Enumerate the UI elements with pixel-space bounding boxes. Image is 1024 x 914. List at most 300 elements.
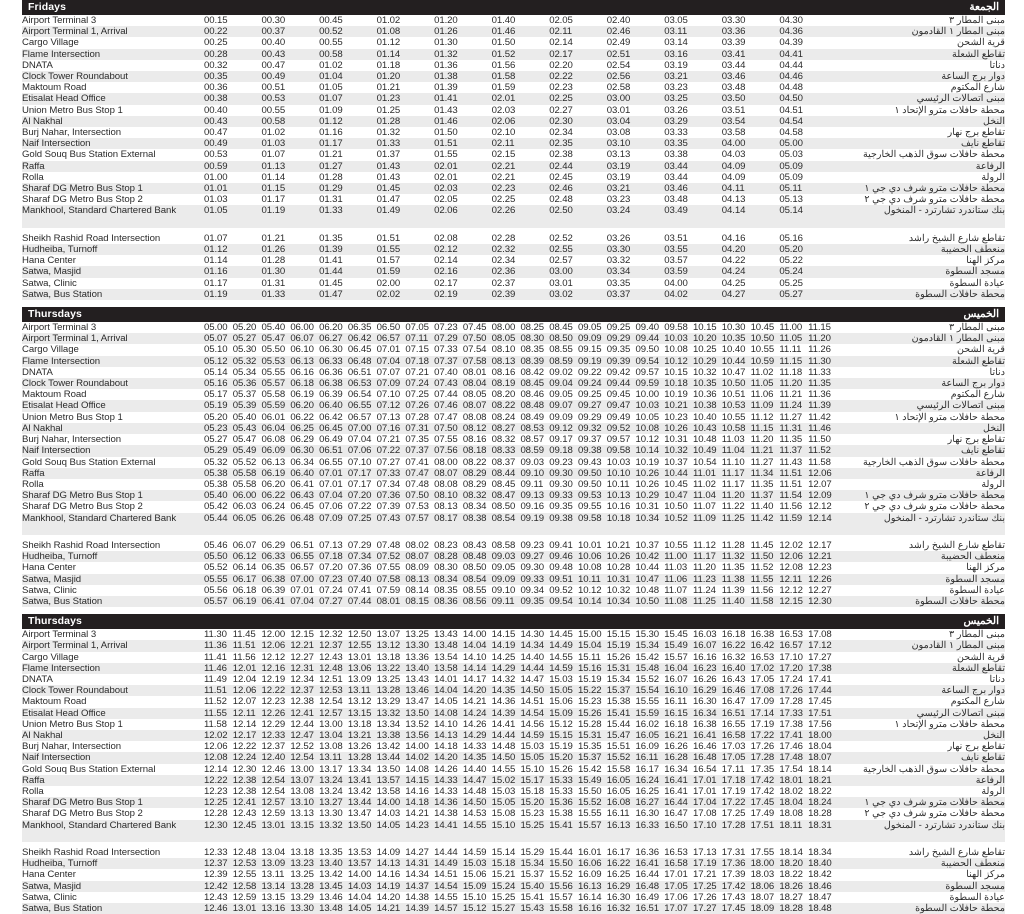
departure-time: 15.15	[549, 729, 573, 741]
table-row	[22, 116, 1005, 127]
departure-time: 09.35	[606, 344, 631, 356]
departure-time: 17.05	[721, 752, 746, 764]
stop-name-en: Rolla	[22, 785, 44, 797]
departure-time: 13.08	[319, 741, 343, 753]
departure-time: 05.57	[204, 595, 228, 607]
departure-time: 05.52	[204, 562, 228, 574]
departure-time: 13.22	[376, 662, 401, 674]
departure-time: 17.48	[779, 752, 803, 764]
departure-time: 15.33	[549, 785, 573, 797]
departure-time: 01.28	[319, 171, 343, 183]
departure-time: 11.25	[693, 595, 716, 607]
departure-time: 08.46	[520, 389, 544, 401]
departure-time: 15.06	[462, 869, 487, 881]
departure-time: 15.17	[520, 774, 544, 786]
departure-time: 00.40	[261, 37, 286, 49]
departure-time: 07.01	[376, 344, 401, 356]
departure-time: 02.11	[491, 138, 515, 150]
departure-time: 04.16	[721, 232, 746, 244]
departure-time: 04.48	[779, 82, 803, 94]
departure-time: 15.03	[549, 673, 573, 685]
departure-time: 14.08	[434, 707, 458, 719]
departure-time: 01.02	[319, 59, 343, 71]
departure-time: 15.14	[491, 846, 516, 858]
departure-time: 04.11	[721, 183, 745, 195]
departure-time: 11.42	[750, 512, 774, 524]
stop-name-en: DNATA	[22, 59, 53, 71]
stop-name-ar: تقاطع برج نهار	[947, 127, 1005, 139]
table-row	[22, 596, 1005, 607]
departure-time: 04.00	[721, 138, 746, 150]
departure-time: 11.06	[664, 573, 688, 585]
departure-time: 15.44	[606, 718, 631, 730]
departure-time: 15.37	[520, 869, 544, 881]
departure-time: 12.17	[232, 729, 257, 741]
departure-time: 06.26	[261, 512, 286, 524]
departure-time: 07.20	[347, 490, 372, 502]
departure-time: 16.29	[693, 685, 717, 697]
departure-time: 12.33	[261, 729, 286, 741]
departure-time: 10.50	[750, 333, 775, 345]
departure-time: 06.10	[290, 344, 314, 356]
departure-time: 12.02	[779, 539, 803, 551]
departure-time: 10.23	[664, 411, 688, 423]
departure-time: 13.12	[347, 696, 372, 708]
departure-time: 06.00	[290, 322, 314, 334]
table-row	[22, 808, 1005, 819]
departure-time: 10.18	[606, 512, 631, 524]
stop-name-en: Gold Souq Bus Station External	[22, 456, 156, 468]
departure-time: 18.14	[779, 846, 803, 858]
departure-time: 16.44	[664, 797, 688, 809]
departure-time: 07.34	[347, 551, 372, 563]
departure-time: 18.09	[750, 902, 775, 914]
departure-time: 09.29	[606, 333, 631, 345]
departure-time: 09.54	[635, 355, 660, 367]
departure-time: 13.13	[290, 808, 314, 820]
departure-time: 11.41	[204, 651, 227, 663]
stop-name-en: Sharaf DG Metro Bus Stop 1	[22, 490, 143, 502]
departure-time: 09.51	[549, 573, 573, 585]
departure-time: 12.11	[232, 707, 256, 719]
departure-time: 06.40	[290, 467, 314, 479]
departure-time: 03.04	[606, 115, 631, 127]
departure-time: 16.22	[721, 640, 746, 652]
departure-time: 10.55	[664, 539, 688, 551]
departure-time: 16.54	[693, 763, 717, 775]
departure-time: 14.59	[549, 662, 573, 674]
departure-time: 01.45	[376, 183, 401, 195]
section-title-en: Thursdays	[28, 308, 82, 321]
departure-time: 12.48	[319, 662, 343, 674]
departure-time: 02.17	[434, 277, 458, 289]
departure-time: 15.33	[549, 774, 573, 786]
departure-time: 16.26	[693, 673, 717, 685]
departure-time: 08.15	[405, 595, 429, 607]
departure-time: 08.20	[491, 389, 516, 401]
departure-time: 16.10	[664, 685, 688, 697]
departure-time: 06.48	[347, 355, 372, 367]
stop-name-en: Sharaf DG Metro Bus Stop 2	[22, 194, 143, 206]
departure-time: 11.56	[779, 501, 803, 513]
departure-time: 15.34	[606, 673, 631, 685]
departure-time: 03.29	[664, 115, 688, 127]
departure-time: 03.21	[606, 183, 631, 195]
departure-time: 00.32	[204, 59, 228, 71]
departure-time: 17.55	[750, 846, 775, 858]
departure-time: 05.16	[779, 232, 803, 244]
departure-time: 15.18	[491, 858, 516, 870]
departure-time: 09.05	[549, 389, 573, 401]
departure-time: 10.30	[721, 322, 746, 334]
departure-time: 09.17	[549, 434, 573, 446]
departure-time: 05.09	[779, 171, 803, 183]
departure-time: 06.40	[319, 400, 343, 412]
departure-time: 17.45	[750, 797, 775, 809]
departure-time: 14.50	[462, 797, 487, 809]
departure-time: 07.45	[462, 322, 487, 334]
departure-time: 13.01	[232, 902, 257, 914]
departure-time: 13.00	[290, 763, 314, 775]
departure-time: 11.56	[232, 651, 256, 663]
departure-time: 10.25	[693, 344, 717, 356]
departure-time: 16.24	[635, 774, 660, 786]
departure-time: 01.51	[376, 232, 401, 244]
departure-time: 08.30	[520, 333, 544, 345]
departure-time: 02.36	[491, 266, 516, 278]
table-row	[22, 730, 1005, 741]
departure-time: 16.51	[721, 707, 746, 719]
departure-time: 18.28	[808, 808, 832, 820]
departure-time: 04.03	[721, 149, 746, 161]
stop-name-ar: محطة حافلات مترو الإتحاد ١	[894, 718, 1005, 730]
departure-time: 10.01	[577, 539, 602, 551]
departure-time: 14.27	[405, 846, 429, 858]
departure-time: 12.27	[808, 584, 832, 596]
departure-time: 05.52	[232, 456, 257, 468]
departure-time: 16.25	[606, 869, 631, 881]
departure-time: 15.50	[549, 858, 573, 870]
departure-time: 08.37	[491, 456, 516, 468]
departure-time: 17.08	[808, 629, 832, 641]
departure-time: 12.33	[204, 846, 228, 858]
departure-time: 14.53	[462, 808, 487, 820]
departure-time: 12.53	[319, 685, 343, 697]
departure-time: 05.09	[779, 160, 803, 172]
departure-time: 02.45	[549, 171, 573, 183]
departure-time: 03.58	[721, 127, 746, 139]
departure-time: 08.50	[491, 501, 516, 513]
stop-name-ar: الرولة	[981, 171, 1005, 183]
stop-name-ar: محطة حافلات مترو شرف دي جي ١	[864, 490, 1005, 502]
table-row	[22, 244, 1005, 255]
departure-time: 03.19	[606, 171, 631, 183]
stop-name-ar: عيادة السطوة	[949, 584, 1005, 596]
departure-time: 18.04	[808, 741, 832, 753]
departure-time: 09.11	[520, 478, 544, 490]
departure-time: 03.46	[664, 183, 688, 195]
departure-time: 05.24	[779, 266, 803, 278]
departure-time: 02.06	[491, 115, 516, 127]
table-row	[22, 389, 1005, 400]
departure-time: 05.07	[204, 333, 228, 345]
departure-time: 01.45	[319, 277, 343, 289]
stop-name-ar: تقاطع الشعلة	[952, 48, 1005, 60]
stop-name-en: Maktoum Road	[22, 696, 87, 708]
departure-time: 06.54	[347, 389, 372, 401]
departure-time: 01.43	[376, 171, 401, 183]
departure-time: 12.01	[232, 662, 257, 674]
departure-time: 06.45	[347, 344, 372, 356]
departure-time: 10.47	[664, 490, 688, 502]
departure-time: 11.55	[750, 573, 774, 585]
departure-time: 17.35	[750, 763, 775, 775]
departure-time: 15.34	[635, 640, 660, 652]
stop-name-en: Cargo Village	[22, 344, 79, 356]
departure-time: 15.21	[491, 869, 516, 881]
stop-name-en: Sheikh Rashid Road Intersection	[22, 539, 161, 551]
departure-time: 16.57	[779, 640, 803, 652]
departure-time: 05.55	[204, 573, 228, 585]
stop-name-ar: تقاطع نايف	[960, 752, 1005, 764]
departure-time: 18.20	[779, 858, 803, 870]
departure-time: 17.49	[750, 808, 775, 820]
departure-time: 14.39	[405, 902, 429, 914]
table-row	[22, 49, 1005, 60]
departure-time: 14.41	[491, 718, 516, 730]
departure-time: 11.02	[750, 366, 774, 378]
departure-time: 14.20	[462, 685, 487, 697]
departure-time: 15.24	[491, 880, 516, 892]
departure-time: 14.50	[520, 685, 544, 697]
departure-time: 03.10	[606, 138, 631, 150]
departure-time: 14.04	[434, 685, 458, 697]
departure-time: 01.59	[491, 82, 516, 94]
departure-time: 13.58	[434, 662, 458, 674]
departure-time: 09.10	[491, 584, 516, 596]
departure-time: 07.28	[405, 411, 429, 423]
departure-time: 05.46	[204, 539, 228, 551]
departure-time: 13.43	[405, 673, 429, 685]
departure-time: 13.57	[376, 774, 401, 786]
departure-time: 17.42	[721, 880, 746, 892]
departure-time: 01.49	[376, 205, 401, 217]
departure-time: 05.32	[204, 456, 228, 468]
departure-time: 07.07	[376, 366, 401, 378]
stop-name-ar: دوار برج الساعة	[941, 378, 1005, 390]
departure-time: 13.18	[290, 846, 314, 858]
departure-time: 15.26	[577, 707, 602, 719]
departure-time: 09.33	[520, 573, 544, 585]
departure-time: 10.08	[577, 562, 602, 574]
stop-name-ar: قرية الشحن	[956, 37, 1005, 49]
departure-time: 13.11	[261, 869, 285, 881]
departure-time: 14.20	[376, 891, 401, 903]
departure-time: 15.42	[635, 651, 660, 663]
departure-time: 04.46	[779, 71, 803, 83]
departure-time: 12.37	[204, 858, 228, 870]
departure-time: 15.23	[520, 808, 544, 820]
departure-time: 11.34	[750, 467, 774, 479]
departure-time: 01.46	[434, 115, 458, 127]
departure-time: 10.03	[606, 456, 631, 468]
departure-time: 13.09	[347, 673, 372, 685]
table-row	[22, 105, 1005, 116]
departure-time: 16.18	[664, 718, 688, 730]
departure-time: 12.38	[232, 774, 257, 786]
departure-time: 01.52	[491, 48, 516, 60]
departure-time: 10.26	[664, 422, 688, 434]
departure-time: 08.42	[520, 366, 544, 378]
departure-time: 17.38	[808, 662, 832, 674]
departure-time: 00.25	[204, 37, 228, 49]
departure-time: 12.08	[779, 562, 803, 574]
stop-name-en: Hana Center	[22, 869, 76, 881]
departure-time: 05.23	[204, 422, 228, 434]
departure-time: 08.54	[462, 573, 487, 585]
departure-time: 14.13	[376, 858, 401, 870]
departure-time: 00.43	[261, 48, 286, 60]
stop-name-ar: محطة حافلات السطوة	[915, 288, 1005, 300]
departure-time: 08.59	[549, 355, 573, 367]
departure-time: 05.38	[204, 467, 228, 479]
departure-time: 12.14	[204, 763, 228, 775]
departure-time: 03.39	[721, 37, 746, 49]
departure-time: 05.38	[204, 478, 228, 490]
departure-time: 15.20	[520, 797, 544, 809]
departure-time: 01.39	[319, 244, 343, 256]
departure-time: 08.16	[491, 366, 516, 378]
departure-time: 08.00	[434, 456, 458, 468]
departure-time: 01.44	[319, 266, 343, 278]
stop-name-ar: قرية الشحن	[956, 651, 1005, 663]
stop-name-ar: تقاطع برج نهار	[947, 741, 1005, 753]
departure-time: 13.24	[319, 785, 343, 797]
departure-time: 07.44	[347, 595, 372, 607]
departure-time: 12.23	[204, 785, 228, 797]
departure-time: 06.20	[319, 322, 343, 334]
departure-time: 06.20	[261, 478, 286, 490]
departure-time: 02.25	[491, 194, 516, 206]
departure-time: 12.16	[261, 662, 286, 674]
departure-time: 10.19	[635, 456, 660, 468]
stop-name-ar: مسجد السطوة	[945, 266, 1005, 278]
table-row	[22, 255, 1005, 266]
table-row	[22, 468, 1005, 479]
departure-time: 12.41	[232, 797, 257, 809]
departure-time: 12.47	[290, 729, 314, 741]
departure-time: 12.39	[204, 869, 228, 881]
departure-time: 07.09	[376, 378, 401, 390]
table-row	[22, 490, 1005, 501]
departure-time: 16.07	[693, 640, 717, 652]
departure-time: 17.07	[664, 902, 688, 914]
departure-time: 03.05	[664, 15, 688, 26]
stop-name-ar: الرفاعة	[975, 160, 1005, 172]
departure-time: 01.38	[434, 71, 458, 83]
departure-time: 15.25	[491, 891, 516, 903]
departure-time: 05.10	[204, 344, 228, 356]
departure-time: 08.07	[434, 467, 458, 479]
departure-time: 11.35	[750, 478, 774, 490]
departure-time: 05.00	[204, 322, 228, 334]
section-gap	[0, 607, 1024, 614]
departure-time: 10.26	[606, 551, 631, 563]
departure-time: 05.42	[204, 501, 228, 513]
departure-time: 02.06	[434, 205, 458, 217]
departure-time: 01.30	[261, 266, 286, 278]
departure-time: 14.16	[376, 869, 401, 881]
departure-time: 01.47	[319, 288, 343, 300]
departure-time: 09.44	[606, 378, 631, 390]
departure-time: 01.08	[376, 26, 401, 38]
departure-time: 10.29	[693, 355, 717, 367]
section-header	[22, 614, 1005, 629]
departure-time: 13.16	[261, 902, 286, 914]
departure-time: 15.34	[520, 858, 544, 870]
departure-time: 12.59	[261, 808, 286, 820]
departure-time: 01.33	[376, 138, 401, 150]
stop-name-ar: مبنى المطار ٣	[949, 322, 1005, 334]
departure-time: 14.33	[434, 785, 458, 797]
table-row	[22, 434, 1005, 445]
departure-time: 12.46	[204, 902, 228, 914]
departure-time: 15.57	[549, 891, 573, 903]
departure-time: 09.25	[577, 389, 602, 401]
departure-time: 11.10	[721, 456, 745, 468]
departure-time: 05.47	[261, 333, 286, 345]
table-row	[22, 400, 1005, 411]
departure-time: 07.50	[462, 333, 487, 345]
departure-time: 14.16	[405, 785, 429, 797]
departure-time: 11.37	[750, 490, 774, 502]
departure-time: 17.04	[693, 797, 717, 809]
departure-time: 06.30	[290, 445, 314, 457]
departure-time: 07.13	[376, 411, 401, 423]
departure-time: 18.21	[808, 774, 832, 786]
stop-name-en: Maktoum Road	[22, 389, 87, 401]
departure-time: 01.40	[491, 15, 516, 26]
departure-time: 01.07	[261, 149, 286, 161]
departure-time: 00.51	[261, 82, 286, 94]
departure-time: 16.04	[664, 662, 688, 674]
stop-name-en: Sharaf DG Metro Bus Stop 1	[22, 183, 143, 195]
departure-time: 08.08	[462, 411, 487, 423]
departure-time: 11.43	[779, 456, 803, 468]
departure-time: 15.58	[549, 902, 573, 914]
departure-time: 13.30	[405, 640, 429, 652]
departure-time: 05.27	[204, 434, 228, 446]
departure-time: 13.10	[290, 797, 314, 809]
departure-time: 17.26	[693, 891, 717, 903]
departure-time: 16.27	[635, 797, 660, 809]
departure-time: 17.10	[693, 819, 717, 831]
departure-time: 02.12	[434, 244, 458, 256]
departure-time: 07.53	[405, 501, 429, 513]
departure-time: 01.12	[204, 244, 228, 256]
departure-time: 17.18	[721, 774, 746, 786]
departure-time: 00.53	[204, 149, 228, 161]
departure-time: 03.24	[606, 205, 631, 217]
departure-time: 07.43	[434, 378, 458, 390]
departure-time: 07.37	[405, 445, 429, 457]
departure-time: 06.09	[261, 445, 286, 457]
departure-time: 01.12	[376, 37, 401, 49]
stop-name-en: Satwa, Clinic	[22, 277, 77, 289]
section-title-en: Fridays	[28, 1, 67, 13]
departure-time: 03.37	[606, 288, 631, 300]
departure-time: 17.39	[721, 869, 746, 881]
